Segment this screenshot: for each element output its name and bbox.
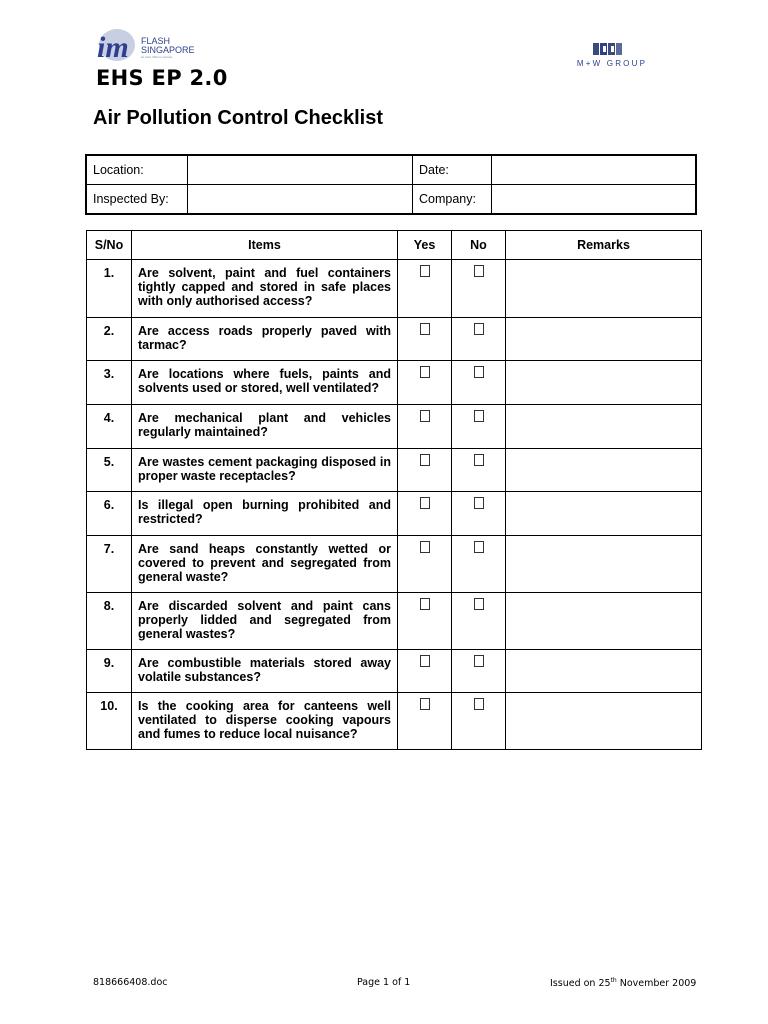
- checklist-row: [87, 492, 702, 536]
- checklist-header-row: [87, 231, 702, 260]
- inspection-info-table: [85, 154, 697, 215]
- no-checkbox[interactable]: [474, 598, 484, 610]
- remarks-field[interactable]: [506, 405, 702, 449]
- no-checkbox[interactable]: [474, 541, 484, 553]
- yes-checkbox[interactable]: [420, 265, 430, 277]
- row-number: 2.: [87, 318, 132, 361]
- yes-cell[interactable]: [398, 492, 452, 536]
- checklist-item-text: Are combustible materials stored away volatile substances?: [132, 650, 398, 693]
- remarks-field[interactable]: [506, 449, 702, 492]
- checklist-item-text: Is illegal open burning prohibited and restricted?: [132, 492, 398, 536]
- date-label: Date:: [413, 155, 492, 185]
- checklist-item-text: Are wastes cement packaging disposed in proper waste receptacles?: [132, 449, 398, 492]
- header-items: Items: [132, 231, 398, 260]
- remarks-field[interactable]: [506, 492, 702, 536]
- no-cell[interactable]: [452, 492, 506, 536]
- no-cell[interactable]: [452, 318, 506, 361]
- row-number: 8.: [87, 593, 132, 650]
- row-number: 3.: [87, 361, 132, 405]
- header-remarks: Remarks: [506, 231, 702, 260]
- company-label: Company:: [413, 185, 492, 215]
- info-row: [86, 185, 696, 215]
- svg-text:im: im: [97, 31, 129, 64]
- yes-checkbox[interactable]: [420, 366, 430, 378]
- no-cell[interactable]: [452, 449, 506, 492]
- inspected-by-field[interactable]: [188, 185, 413, 215]
- footer-issued-date: Issued on 25th November 2009: [550, 977, 697, 990]
- yes-cell[interactable]: [398, 593, 452, 650]
- row-number: 1.: [87, 260, 132, 318]
- logo-text: FLASH SINGAPORE an Intel, Micron venture: [141, 36, 195, 59]
- remarks-field[interactable]: [506, 593, 702, 650]
- checklist-table: [86, 230, 702, 750]
- checklist-row: [87, 449, 702, 492]
- yes-cell[interactable]: [398, 449, 452, 492]
- location-label: Location:: [86, 155, 188, 185]
- no-checkbox[interactable]: [474, 698, 484, 710]
- checklist-item-text: Are sand heaps constantly wetted or covered to prevent and segregated from general waste?: [132, 536, 398, 593]
- no-checkbox[interactable]: [474, 410, 484, 422]
- checklist-row: [87, 361, 702, 405]
- checklist-row: [87, 536, 702, 593]
- yes-checkbox[interactable]: [420, 497, 430, 509]
- no-checkbox[interactable]: [474, 366, 484, 378]
- no-checkbox[interactable]: [474, 497, 484, 509]
- no-checkbox[interactable]: [474, 265, 484, 277]
- no-cell[interactable]: [452, 593, 506, 650]
- no-cell[interactable]: [452, 260, 506, 318]
- page-title: Air Pollution Control Checklist: [93, 107, 384, 129]
- mw-group-logo: [553, 42, 673, 72]
- yes-cell[interactable]: [398, 318, 452, 361]
- checklist-row: [87, 693, 702, 750]
- row-number: 4.: [87, 405, 132, 449]
- remarks-field[interactable]: [506, 693, 702, 750]
- remarks-field[interactable]: [506, 536, 702, 593]
- yes-cell[interactable]: [398, 405, 452, 449]
- checklist-item-text: Are locations where fuels, paints and solvents used or stored, well ventilated?: [132, 361, 398, 405]
- checklist-item-text: Are access roads properly paved with tarmac?: [132, 318, 398, 361]
- yes-checkbox[interactable]: [420, 454, 430, 466]
- no-cell[interactable]: [452, 693, 506, 750]
- mw-group-text: M+W GROUP: [576, 59, 648, 68]
- remarks-field[interactable]: [506, 650, 702, 693]
- yes-checkbox[interactable]: [420, 655, 430, 667]
- yes-cell[interactable]: [398, 260, 452, 318]
- row-number: 5.: [87, 449, 132, 492]
- checklist-row: [87, 405, 702, 449]
- footer-page-number: Page 1 of 1: [357, 977, 411, 988]
- remarks-field[interactable]: [506, 260, 702, 318]
- no-cell[interactable]: [452, 536, 506, 593]
- checklist-item-text: Is the cooking area for canteens well ventilated to disperse cooking vapours and fumes to reduce local nuisance?: [132, 693, 398, 750]
- document-code: EHS EP 2.0: [96, 66, 228, 90]
- yes-cell[interactable]: [398, 693, 452, 750]
- no-checkbox[interactable]: [474, 323, 484, 335]
- header-sno: S/No: [87, 231, 132, 260]
- yes-checkbox[interactable]: [420, 410, 430, 422]
- no-checkbox[interactable]: [474, 454, 484, 466]
- yes-checkbox[interactable]: [420, 598, 430, 610]
- location-field[interactable]: [188, 155, 413, 185]
- inspected-by-label: Inspected By:: [86, 185, 188, 215]
- no-cell[interactable]: [452, 650, 506, 693]
- header-yes: Yes: [398, 231, 452, 260]
- checklist-row: [87, 593, 702, 650]
- row-number: 10.: [87, 693, 132, 750]
- checklist-body: [87, 260, 702, 750]
- date-field[interactable]: [492, 155, 697, 185]
- yes-cell[interactable]: [398, 361, 452, 405]
- header-no: No: [452, 231, 506, 260]
- remarks-field[interactable]: [506, 318, 702, 361]
- checklist-item-text: Are mechanical plant and vehicles regularly maintained?: [132, 405, 398, 449]
- row-number: 6.: [87, 492, 132, 536]
- checklist-item-text: Are solvent, paint and fuel containers tightly capped and stored in safe places with only authorised access?: [132, 260, 398, 318]
- no-checkbox[interactable]: [474, 655, 484, 667]
- yes-checkbox[interactable]: [420, 323, 430, 335]
- row-number: 7.: [87, 536, 132, 593]
- no-cell[interactable]: [452, 405, 506, 449]
- yes-checkbox[interactable]: [420, 541, 430, 553]
- company-field[interactable]: [492, 185, 697, 215]
- row-number: 9.: [87, 650, 132, 693]
- no-cell[interactable]: [452, 361, 506, 405]
- im-flash-logo: [95, 27, 205, 69]
- checklist-row: [87, 650, 702, 693]
- yes-cell[interactable]: [398, 650, 452, 693]
- info-row: [86, 155, 696, 185]
- footer-filename: 818666408.doc: [93, 977, 168, 988]
- checklist-item-text: Are discarded solvent and paint cans properly lidded and segregated from general wastes?: [132, 593, 398, 650]
- remarks-field[interactable]: [506, 361, 702, 405]
- yes-cell[interactable]: [398, 536, 452, 593]
- checklist-row: [87, 260, 702, 318]
- checklist-row: [87, 318, 702, 361]
- yes-checkbox[interactable]: [420, 698, 430, 710]
